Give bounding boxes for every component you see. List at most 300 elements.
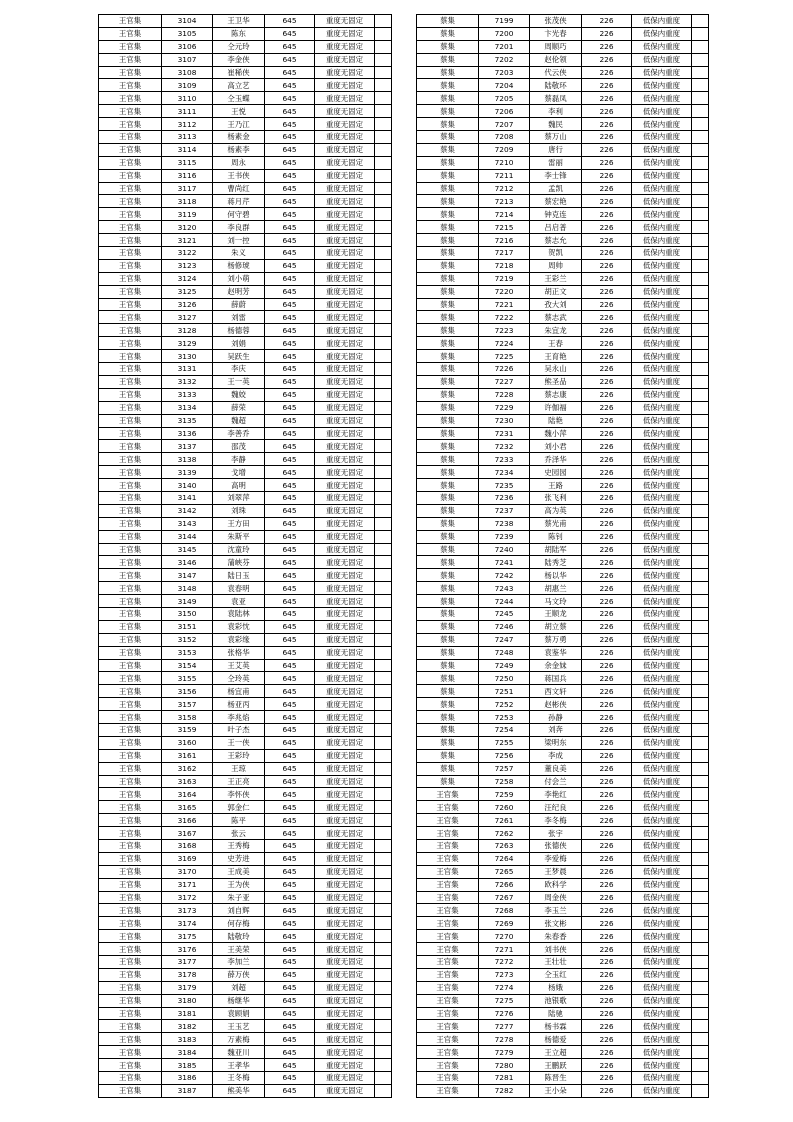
- amount-cell: 226: [582, 723, 632, 736]
- id-cell: 7207: [479, 118, 530, 131]
- table-row: [99, 350, 392, 363]
- category-cell: 低保内重度: [632, 169, 692, 182]
- amount-cell: 226: [582, 427, 632, 440]
- table-row: [417, 1059, 709, 1072]
- town-cell: 蔡集: [417, 427, 479, 440]
- blank-cell: [692, 27, 709, 40]
- name-cell: 魏超: [213, 414, 265, 427]
- amount-cell: 645: [265, 92, 315, 105]
- table-row: [99, 852, 392, 865]
- category-cell: 低保内重度: [632, 698, 692, 711]
- town-cell: 王官集: [417, 981, 479, 994]
- category-cell: 低保内重度: [632, 788, 692, 801]
- category-cell: 低保内重度: [632, 479, 692, 492]
- town-cell: 蔡集: [417, 259, 479, 272]
- id-cell: 7231: [479, 427, 530, 440]
- table-row: [99, 363, 392, 376]
- blank-cell: [692, 208, 709, 221]
- table-row: [99, 595, 392, 608]
- table-row: [417, 272, 709, 285]
- table-row: [417, 92, 709, 105]
- amount-cell: 226: [582, 40, 632, 53]
- id-cell: 7199: [479, 15, 530, 28]
- table-row: [417, 582, 709, 595]
- blank-cell: [375, 672, 392, 685]
- table-row: [99, 298, 392, 311]
- amount-cell: 226: [582, 685, 632, 698]
- category-cell: 重度无固定: [315, 131, 375, 144]
- town-cell: 蔡集: [417, 182, 479, 195]
- blank-cell: [692, 878, 709, 891]
- town-cell: 王官集: [417, 788, 479, 801]
- category-cell: 低保内重度: [632, 646, 692, 659]
- blank-cell: [692, 814, 709, 827]
- name-cell: 许伽福: [530, 401, 582, 414]
- name-cell: 王书侠: [213, 169, 265, 182]
- blank-cell: [375, 466, 392, 479]
- id-cell: 3165: [162, 801, 213, 814]
- category-cell: 低保内重度: [632, 878, 692, 891]
- blank-cell: [692, 427, 709, 440]
- amount-cell: 645: [265, 685, 315, 698]
- table-row: [417, 711, 709, 724]
- blank-cell: [692, 504, 709, 517]
- name-cell: 崔稀侠: [213, 66, 265, 79]
- category-cell: 重度无固定: [315, 633, 375, 646]
- town-cell: 王官集: [417, 904, 479, 917]
- name-cell: 西文轩: [530, 685, 582, 698]
- name-cell: 吕启普: [530, 221, 582, 234]
- category-cell: 低保内重度: [632, 131, 692, 144]
- town-cell: 蔡集: [417, 672, 479, 685]
- id-cell: 7224: [479, 337, 530, 350]
- category-cell: 低保内重度: [632, 259, 692, 272]
- name-cell: 陈东: [213, 27, 265, 40]
- id-cell: 7274: [479, 981, 530, 994]
- amount-cell: 645: [265, 143, 315, 156]
- id-cell: 7228: [479, 388, 530, 401]
- table-row: [99, 659, 392, 672]
- amount-cell: 645: [265, 633, 315, 646]
- table-row: [417, 517, 709, 530]
- table-row: [99, 801, 392, 814]
- table-row: [99, 285, 392, 298]
- town-cell: 蔡集: [417, 659, 479, 672]
- id-cell: 7246: [479, 620, 530, 633]
- blank-cell: [692, 711, 709, 724]
- blank-cell: [375, 1084, 392, 1097]
- table-row: [99, 375, 392, 388]
- category-cell: 重度无固定: [315, 556, 375, 569]
- town-cell: 蔡集: [417, 66, 479, 79]
- id-cell: 3175: [162, 930, 213, 943]
- table-row: [99, 930, 392, 943]
- town-cell: 王官集: [99, 620, 162, 633]
- table-row: [99, 208, 392, 221]
- id-cell: 3152: [162, 633, 213, 646]
- table-row: [99, 672, 392, 685]
- category-cell: 重度无固定: [315, 1007, 375, 1020]
- name-cell: 王彩兰: [530, 272, 582, 285]
- table-row: [99, 762, 392, 775]
- name-cell: 王玉艺: [213, 1020, 265, 1033]
- table-row: [417, 105, 709, 118]
- amount-cell: 645: [265, 827, 315, 840]
- amount-cell: 226: [582, 298, 632, 311]
- blank-cell: [692, 92, 709, 105]
- blank-cell: [692, 1007, 709, 1020]
- id-cell: 7210: [479, 156, 530, 169]
- amount-cell: 226: [582, 1033, 632, 1046]
- id-cell: 7247: [479, 633, 530, 646]
- name-cell: 刘书侠: [530, 943, 582, 956]
- amount-cell: 645: [265, 1059, 315, 1072]
- category-cell: 低保内重度: [632, 659, 692, 672]
- blank-cell: [375, 234, 392, 247]
- amount-cell: 226: [582, 53, 632, 66]
- table-row: [99, 775, 392, 788]
- town-cell: 蔡集: [417, 169, 479, 182]
- town-cell: 王官集: [417, 1072, 479, 1085]
- amount-cell: 226: [582, 1059, 632, 1072]
- category-cell: 重度无固定: [315, 92, 375, 105]
- amount-cell: 226: [582, 337, 632, 350]
- blank-cell: [375, 131, 392, 144]
- category-cell: 重度无固定: [315, 956, 375, 969]
- name-cell: 朱斯平: [213, 530, 265, 543]
- blank-cell: [375, 943, 392, 956]
- amount-cell: 226: [582, 401, 632, 414]
- category-cell: 重度无固定: [315, 350, 375, 363]
- table-row: [417, 414, 709, 427]
- table-row: [99, 1007, 392, 1020]
- blank-cell: [692, 298, 709, 311]
- id-cell: 7272: [479, 956, 530, 969]
- town-cell: 王官集: [99, 337, 162, 350]
- id-cell: 7201: [479, 40, 530, 53]
- table-row: [417, 324, 709, 337]
- amount-cell: 645: [265, 1046, 315, 1059]
- blank-cell: [692, 530, 709, 543]
- category-cell: 低保内重度: [632, 711, 692, 724]
- table-row: [99, 827, 392, 840]
- category-cell: 重度无固定: [315, 981, 375, 994]
- table-row: [417, 917, 709, 930]
- name-cell: 邵茂: [213, 440, 265, 453]
- table-row: [99, 40, 392, 53]
- town-cell: 王官集: [99, 865, 162, 878]
- town-cell: 王官集: [99, 762, 162, 775]
- category-cell: 低保内重度: [632, 401, 692, 414]
- table-row: [417, 685, 709, 698]
- id-cell: 3144: [162, 530, 213, 543]
- name-cell: 乔泽华: [530, 453, 582, 466]
- name-cell: 杨宜甫: [213, 685, 265, 698]
- town-cell: 王官集: [99, 92, 162, 105]
- name-cell: 王成美: [213, 865, 265, 878]
- category-cell: 低保内重度: [632, 156, 692, 169]
- id-cell: 7265: [479, 865, 530, 878]
- id-cell: 3113: [162, 131, 213, 144]
- name-cell: 蔡万山: [530, 131, 582, 144]
- town-cell: 王官集: [99, 440, 162, 453]
- town-cell: 王官集: [99, 15, 162, 28]
- town-cell: 王官集: [99, 840, 162, 853]
- town-cell: 王官集: [99, 143, 162, 156]
- name-cell: 朱宜龙: [530, 324, 582, 337]
- name-cell: 周金侠: [530, 891, 582, 904]
- blank-cell: [375, 517, 392, 530]
- blank-cell: [692, 672, 709, 685]
- id-cell: 3117: [162, 182, 213, 195]
- blank-cell: [692, 156, 709, 169]
- name-cell: 李怀侠: [213, 788, 265, 801]
- name-cell: 仝玉红: [530, 968, 582, 981]
- id-cell: 7217: [479, 247, 530, 260]
- id-cell: 7244: [479, 595, 530, 608]
- table-row: [99, 633, 392, 646]
- blank-cell: [375, 646, 392, 659]
- id-cell: 3142: [162, 504, 213, 517]
- blank-cell: [375, 15, 392, 28]
- id-cell: 3157: [162, 698, 213, 711]
- blank-cell: [375, 221, 392, 234]
- name-cell: 孜大刘: [530, 298, 582, 311]
- blank-cell: [692, 685, 709, 698]
- table-row: [417, 1046, 709, 1059]
- town-cell: 王官集: [99, 1007, 162, 1020]
- name-cell: 杨以华: [530, 569, 582, 582]
- amount-cell: 226: [582, 736, 632, 749]
- amount-cell: 226: [582, 852, 632, 865]
- blank-cell: [375, 27, 392, 40]
- name-cell: 王鹏跃: [530, 1059, 582, 1072]
- table-row: [99, 479, 392, 492]
- town-cell: 蔡集: [417, 762, 479, 775]
- blank-cell: [692, 775, 709, 788]
- table-row: [417, 40, 709, 53]
- amount-cell: 226: [582, 208, 632, 221]
- id-cell: 7235: [479, 479, 530, 492]
- town-cell: 蔡集: [417, 543, 479, 556]
- amount-cell: 645: [265, 118, 315, 131]
- blank-cell: [375, 247, 392, 260]
- blank-cell: [375, 878, 392, 891]
- table-row: [99, 956, 392, 969]
- name-cell: 陆艳: [530, 414, 582, 427]
- town-cell: 王官集: [417, 852, 479, 865]
- category-cell: 低保内重度: [632, 595, 692, 608]
- table-row: [417, 337, 709, 350]
- name-cell: 王悦: [213, 105, 265, 118]
- blank-cell: [692, 453, 709, 466]
- amount-cell: 645: [265, 491, 315, 504]
- blank-cell: [692, 363, 709, 376]
- blank-cell: [375, 272, 392, 285]
- name-cell: 蔡志允: [530, 234, 582, 247]
- blank-cell: [375, 917, 392, 930]
- town-cell: 王官集: [99, 904, 162, 917]
- category-cell: 重度无固定: [315, 491, 375, 504]
- table-row: [99, 968, 392, 981]
- blank-cell: [692, 491, 709, 504]
- amount-cell: 645: [265, 15, 315, 28]
- id-cell: 7233: [479, 453, 530, 466]
- blank-cell: [375, 814, 392, 827]
- name-cell: 袁彩忱: [213, 620, 265, 633]
- town-cell: 王官集: [99, 40, 162, 53]
- category-cell: 重度无固定: [315, 917, 375, 930]
- blank-cell: [375, 968, 392, 981]
- name-cell: 王春: [530, 337, 582, 350]
- blank-cell: [692, 852, 709, 865]
- amount-cell: 226: [582, 156, 632, 169]
- town-cell: 王官集: [99, 504, 162, 517]
- blank-cell: [692, 749, 709, 762]
- name-cell: 魏姣: [213, 388, 265, 401]
- town-cell: 王官集: [99, 27, 162, 40]
- amount-cell: 226: [582, 569, 632, 582]
- id-cell: 3154: [162, 659, 213, 672]
- blank-cell: [692, 943, 709, 956]
- blank-cell: [375, 659, 392, 672]
- blank-cell: [692, 375, 709, 388]
- town-cell: 蔡集: [417, 711, 479, 724]
- id-cell: 3129: [162, 337, 213, 350]
- category-cell: 重度无固定: [315, 247, 375, 260]
- blank-cell: [375, 40, 392, 53]
- blank-cell: [375, 994, 392, 1007]
- name-cell: 刘小君: [530, 440, 582, 453]
- name-cell: 杨德爱: [530, 1033, 582, 1046]
- category-cell: 低保内重度: [632, 981, 692, 994]
- blank-cell: [692, 105, 709, 118]
- id-cell: 7208: [479, 131, 530, 144]
- town-cell: 蔡集: [417, 272, 479, 285]
- table-row: [99, 66, 392, 79]
- name-cell: 孙静: [530, 711, 582, 724]
- id-cell: 7238: [479, 517, 530, 530]
- name-cell: 杨继华: [213, 994, 265, 1007]
- category-cell: 重度无固定: [315, 569, 375, 582]
- category-cell: 重度无固定: [315, 543, 375, 556]
- id-cell: 3162: [162, 762, 213, 775]
- name-cell: 刘珠: [213, 504, 265, 517]
- amount-cell: 645: [265, 1072, 315, 1085]
- town-cell: 蔡集: [417, 607, 479, 620]
- table-row: [99, 685, 392, 698]
- category-cell: 低保内重度: [632, 324, 692, 337]
- table-row: [417, 569, 709, 582]
- category-cell: 低保内重度: [632, 775, 692, 788]
- town-cell: 王官集: [99, 285, 162, 298]
- blank-cell: [692, 259, 709, 272]
- table-row: [417, 736, 709, 749]
- name-cell: 蒋国兵: [530, 672, 582, 685]
- town-cell: 王官集: [99, 994, 162, 1007]
- id-cell: 7230: [479, 414, 530, 427]
- category-cell: 重度无固定: [315, 801, 375, 814]
- town-cell: 王官集: [417, 801, 479, 814]
- blank-cell: [692, 53, 709, 66]
- name-cell: 欧科学: [530, 878, 582, 891]
- name-cell: 陈平: [213, 814, 265, 827]
- category-cell: 重度无固定: [315, 1059, 375, 1072]
- blank-cell: [375, 595, 392, 608]
- town-cell: 王官集: [417, 891, 479, 904]
- amount-cell: 645: [265, 1084, 315, 1097]
- table-row: [417, 182, 709, 195]
- id-cell: 7200: [479, 27, 530, 40]
- amount-cell: 226: [582, 814, 632, 827]
- table-row: [417, 1020, 709, 1033]
- name-cell: 池银歌: [530, 994, 582, 1007]
- name-cell: 代云侠: [530, 66, 582, 79]
- blank-cell: [692, 247, 709, 260]
- town-cell: 王官集: [417, 956, 479, 969]
- blank-cell: [375, 388, 392, 401]
- category-cell: 重度无固定: [315, 79, 375, 92]
- name-cell: 王孝华: [213, 1059, 265, 1072]
- id-cell: 3183: [162, 1033, 213, 1046]
- town-cell: 蔡集: [417, 105, 479, 118]
- id-cell: 3123: [162, 259, 213, 272]
- category-cell: 重度无固定: [315, 827, 375, 840]
- amount-cell: 645: [265, 994, 315, 1007]
- amount-cell: 226: [582, 182, 632, 195]
- category-cell: 重度无固定: [315, 479, 375, 492]
- blank-cell: [375, 259, 392, 272]
- amount-cell: 645: [265, 40, 315, 53]
- blank-cell: [692, 994, 709, 1007]
- amount-cell: 226: [582, 311, 632, 324]
- name-cell: 赵彬侠: [530, 698, 582, 711]
- name-cell: 杨修琥: [213, 259, 265, 272]
- id-cell: 3148: [162, 582, 213, 595]
- blank-cell: [692, 79, 709, 92]
- amount-cell: 226: [582, 517, 632, 530]
- table-row: [99, 414, 392, 427]
- amount-cell: 645: [265, 182, 315, 195]
- category-cell: 低保内重度: [632, 917, 692, 930]
- town-cell: 王官集: [99, 775, 162, 788]
- amount-cell: 645: [265, 646, 315, 659]
- name-cell: 王壮壮: [530, 956, 582, 969]
- category-cell: 重度无固定: [315, 1020, 375, 1033]
- table-row: [99, 337, 392, 350]
- category-cell: 重度无固定: [315, 530, 375, 543]
- name-cell: 张宇: [530, 827, 582, 840]
- category-cell: 低保内重度: [632, 221, 692, 234]
- category-cell: 重度无固定: [315, 272, 375, 285]
- id-cell: 3124: [162, 272, 213, 285]
- id-cell: 3171: [162, 878, 213, 891]
- town-cell: 蔡集: [417, 479, 479, 492]
- amount-cell: 645: [265, 105, 315, 118]
- category-cell: 重度无固定: [315, 156, 375, 169]
- category-cell: 重度无固定: [315, 1084, 375, 1097]
- town-cell: 王官集: [99, 943, 162, 956]
- town-cell: 蔡集: [417, 234, 479, 247]
- town-cell: 王官集: [99, 53, 162, 66]
- name-cell: 陈钊: [530, 530, 582, 543]
- amount-cell: 645: [265, 595, 315, 608]
- category-cell: 重度无固定: [315, 943, 375, 956]
- id-cell: 3173: [162, 904, 213, 917]
- town-cell: 蔡集: [417, 582, 479, 595]
- name-cell: 王正亮: [213, 775, 265, 788]
- amount-cell: 226: [582, 375, 632, 388]
